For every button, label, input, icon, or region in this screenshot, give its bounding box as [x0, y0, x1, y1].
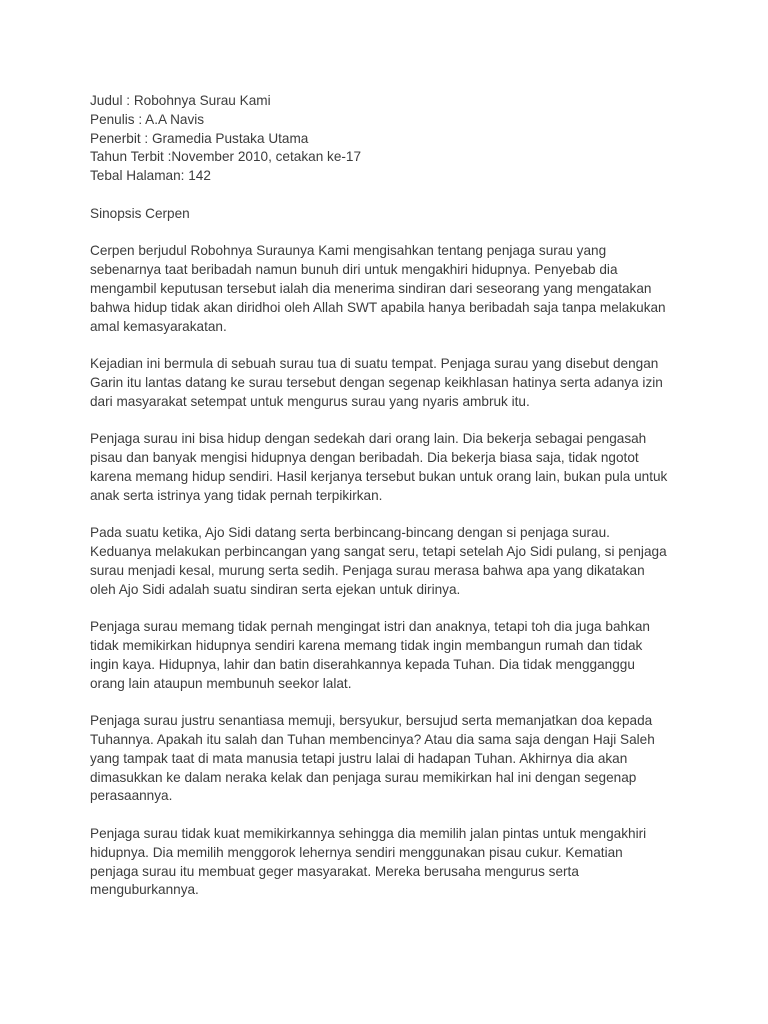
paragraph-line: menguburkannya. — [90, 882, 199, 898]
paragraph-line: orang lain ataupun membunuh seekor lalat. — [90, 675, 352, 691]
paragraph-line: Tuhannya. Apakah itu salah dan Tuhan membencinya? Atau dia sama saja dengan Haji Saleh — [90, 732, 655, 748]
paragraph-line: Penjaga surau justru senantiasa memuji, bersyukur, bersujud serta memanjatkan doa kepada — [90, 713, 653, 729]
paragraph-line: anak serta istrinya yang tidak pernah terpikirkan. — [90, 487, 383, 503]
paragraph-line: Keduanya melakukan perbincangan yang sangat seru, tetapi setelah Ajo Sidi pulang, si penjaga — [90, 544, 667, 560]
paragraph-line: Pada suatu ketika, Ajo Sidi datang serta berbincang-bincang dengan si penjaga surau. — [90, 525, 610, 541]
paragraph-line: Penjaga surau memang tidak pernah mengingat istri dan anaknya, tetapi toh dia juga bahkan — [90, 619, 650, 635]
paragraph — [90, 825, 690, 900]
author-line: Penulis : A.A Navis — [90, 111, 205, 127]
paragraph — [90, 242, 690, 336]
paragraph-line: amal kemasyarakatan. — [90, 318, 227, 334]
publication-year-line: Tahun Terbit :November 2010, cetakan ke-17 — [90, 149, 362, 165]
paragraph — [90, 618, 690, 693]
paragraph-line: Penjaga surau tidak kuat memikirkannya sehingga dia memilih jalan pintas untuk mengakhiri — [90, 826, 647, 842]
paragraph-line: Garin itu lantas datang ke surau tersebut dengan segenap keikhlasan hatinya serta adanya izin — [90, 374, 663, 390]
paragraph-line: mengambil keputusan tersebut ialah dia menerima sindiran dari seseorang yang mengatakan — [90, 280, 652, 296]
paragraph-line: tidak memikirkan hidupnya sendiri karena memang tidak ingin membangun rumah dan tidak — [90, 638, 643, 654]
paragraph-line: dimasukkan ke dalam neraka kelak dan penjaga surau memikirkan hal ini dengan segenap — [90, 769, 637, 785]
paragraph — [90, 355, 690, 411]
page-count-line: Tebal Halaman: 142 — [90, 168, 211, 184]
title-line: Judul : Robohnya Surau Kami — [90, 93, 271, 108]
paragraph — [90, 712, 690, 806]
paragraph-line: oleh Ajo Sidi adalah suatu sindiran serta ejekan untuk dirinya. — [90, 581, 461, 597]
paragraph-line: perasaannya. — [90, 788, 173, 804]
publisher-line: Penerbit : Gramedia Pustaka Utama — [90, 130, 309, 146]
paragraph-line: yang tampak taat di mata manusia tetapi justru lalai di hadapan Tuhan. Akhirnya dia akan — [90, 750, 628, 766]
paragraph-line: Kejadian ini bermula di sebuah surau tua di suatu tempat. Penjaga surau yang disebut dengan — [90, 356, 659, 372]
paragraph-line: Cerpen berjudul Robohnya Suraunya Kami mengisahkan tentang penjaga surau yang — [90, 243, 607, 259]
section-heading: Sinopsis Cerpen — [90, 205, 190, 221]
paragraph-line: penjaga surau itu membuat geger masyarakat. Mereka berusaha mengurus serta — [90, 863, 579, 879]
paragraph-line: karena memang hidup sendiri. Hasil kerjanya tersebut bukan untuk orang lain, bukan pula untuk — [90, 468, 668, 484]
paragraph-line: bahwa hidup tidak akan diridhoi oleh Allah SWT apabila hanya beribadah saja tanpa melakukan — [90, 299, 666, 315]
paragraph-line: sebenarnya taat beribadah namun bunuh diri untuk mengakhiri hidupnya. Penyebab dia — [90, 262, 618, 278]
book-metadata — [90, 92, 690, 186]
paragraph-line: hidupnya. Dia memilih menggorok lehernya sendiri menggunakan pisau cukur. Kematian — [90, 844, 623, 860]
paragraph-line: dari masyarakat setempat untuk mengurus surau yang nyaris ambruk itu. — [90, 393, 530, 409]
paragraph — [90, 430, 690, 505]
paragraph-line: ingin kaya. Hidupnya, lahir dan batin diserahkannya kepada Tuhan. Dia tidak mengganggu — [90, 656, 635, 672]
paragraph-line: surau menjadi kesal, murung serta sedih. Penjaga surau merasa bahwa apa yang dikatakan — [90, 562, 645, 578]
paragraph-line: pisau dan banyak mengisi hidupnya dengan beribadah. Dia bekerja biasa saja, tidak ngotot — [90, 450, 639, 466]
paragraph — [90, 524, 690, 599]
document-body — [90, 92, 690, 900]
paragraph-line: Penjaga surau ini bisa hidup dengan sedekah dari orang lain. Dia bekerja sebagai pengasah — [90, 431, 647, 447]
